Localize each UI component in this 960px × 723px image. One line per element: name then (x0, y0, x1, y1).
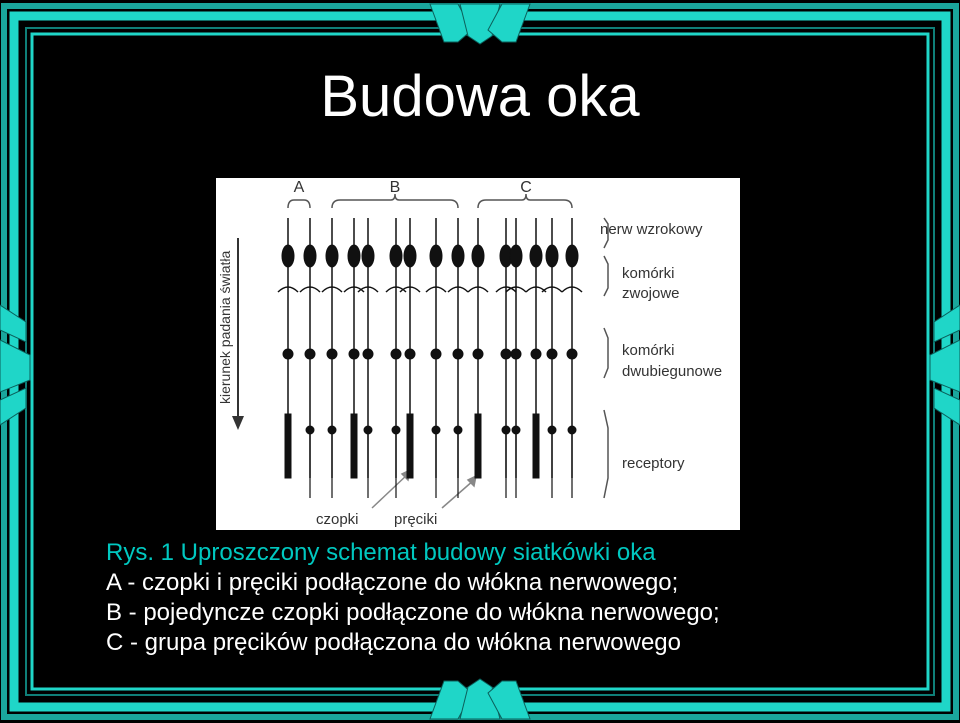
cone-receptor (475, 414, 481, 478)
caption-line-4: C - grupa pręcików podłączona do włókna nerwowego (106, 629, 681, 656)
bipolar-cell-body (531, 349, 541, 359)
layer-label-optic-nerve: nerw wzrokowy (600, 221, 703, 238)
bipolar-cell-body (431, 349, 441, 359)
bipolar-cell-body (453, 349, 463, 359)
column-label-b: B (389, 179, 401, 196)
rod-body (392, 426, 400, 434)
cone-receptor (407, 414, 413, 478)
layer-label-bipolar-2: dwubiegunowe (622, 363, 723, 380)
column-label-c: C (520, 179, 532, 196)
ganglion-cell-body (362, 245, 374, 267)
rod-body (432, 426, 440, 434)
column-label-a: A (293, 179, 305, 196)
layer-label-bipolar-1: komórki (622, 342, 675, 359)
cone-receptor (533, 414, 539, 478)
bipolar-cell-body (349, 349, 359, 359)
retina-diagram (216, 178, 740, 530)
ganglion-cell-body (348, 245, 360, 267)
ganglion-cell-body (546, 245, 558, 267)
left-ornament (0, 305, 30, 425)
rod-body (548, 426, 556, 434)
column-braces (288, 194, 572, 208)
rod-body (306, 426, 314, 434)
caption-line-1: Rys. 1 Uproszczony schemat budowy siatkówki oka (106, 539, 656, 566)
figure-caption (106, 538, 926, 658)
bottom-label-cones: czopki (316, 511, 359, 528)
label-pointers (372, 470, 476, 508)
ganglion-cell-body (326, 245, 338, 267)
caption-line-2: A - czopki i pręciki podłączone do włókna nerwowego; (106, 569, 679, 596)
bottom-ornament (430, 679, 530, 719)
cone-receptor (285, 414, 291, 478)
cone-receptor (351, 414, 357, 478)
neuron-columns (278, 218, 582, 498)
ganglion-cell-body (452, 245, 464, 267)
bipolar-cell-body (283, 349, 293, 359)
bottom-label-rods: pręciki (394, 511, 438, 528)
bipolar-cell-body (305, 349, 315, 359)
bipolar-cell-body (473, 349, 483, 359)
ganglion-cell-body (530, 245, 542, 267)
layer-label-ganglion-1: komórki (622, 265, 675, 282)
rod-body (328, 426, 336, 434)
bipolar-cell-body (501, 349, 511, 359)
slide-title: Budowa oka (320, 64, 640, 129)
bipolar-cell-body (567, 349, 577, 359)
bipolar-cell-body (391, 349, 401, 359)
bipolar-cell-body (327, 349, 337, 359)
top-ornament (430, 4, 530, 44)
light-direction-arrow (232, 238, 244, 430)
bipolar-cell-body (405, 349, 415, 359)
ganglion-cell-body (472, 245, 484, 267)
rod-body (512, 426, 520, 434)
layer-label-ganglion-2: zwojowe (622, 285, 680, 302)
ganglion-cell-body (390, 245, 402, 267)
bipolar-cell-body (363, 349, 373, 359)
ganglion-cell-body (430, 245, 442, 267)
ganglion-cell-body (404, 245, 416, 267)
rod-body (502, 426, 510, 434)
bipolar-cell-body (511, 349, 521, 359)
right-ornament (930, 305, 960, 425)
layer-braces (604, 218, 608, 498)
ganglion-cell-body (304, 245, 316, 267)
rod-body (454, 426, 462, 434)
rod-body (568, 426, 576, 434)
bipolar-cell-body (547, 349, 557, 359)
layer-label-receptors: receptory (622, 455, 685, 472)
light-direction-label: kierunek padania światła (217, 250, 233, 404)
caption-line-3: B - pojedyncze czopki podłączone do włókna nerwowego; (106, 599, 720, 626)
rod-body (364, 426, 372, 434)
ganglion-cell-body (510, 245, 522, 267)
ganglion-cell-body (282, 245, 294, 267)
ganglion-cell-body (566, 245, 578, 267)
